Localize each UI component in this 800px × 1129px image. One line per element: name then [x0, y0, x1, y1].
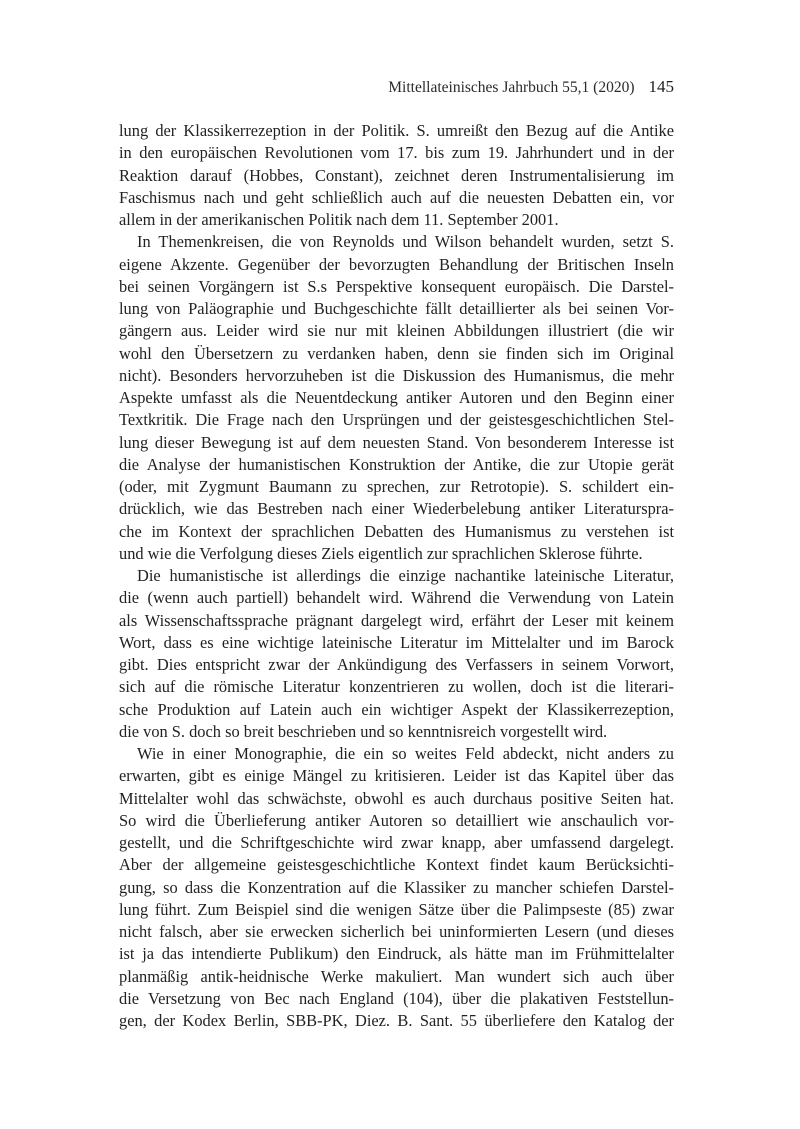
text-line: die Analyse der humanistischen Konstruktion der Antike, die zur Utopie gerät [119, 454, 674, 474]
paragraph-1 [119, 120, 674, 231]
text-line: Textkritik. Die Frage nach den Ursprüngen und der geistesgeschichtlichen Stel- [119, 410, 674, 430]
text-line: die (wenn auch partiell) behandelt wird. Während die Verwendung von Latein [119, 588, 674, 608]
text-line: die von S. doch so breit beschrieben und so kenntnisreich vorgestellt wird. [119, 721, 608, 741]
text-line: nicht falsch, aber sie erwecken sicherlich bei uninformierten Lesern (und dieses [119, 922, 674, 941]
text-line: planmäßig antik-heidnische Werke makuliert. Man wundert sich auch über [119, 966, 674, 986]
text-line: lung dieser Bewegung ist auf dem neuesten Stand. Von besonderem Interesse ist [119, 432, 674, 452]
text-line: lung von Paläographie und Buchgeschichte fällt detaillierter als bei seinen Vor- [119, 299, 674, 318]
running-head [300, 76, 674, 99]
text-line: So wird die Überlieferung antiker Autoren so detailliert wie anschaulich vor- [119, 810, 674, 830]
text-line: ist ja das intendierte Publikum) den Eindruck, als hätte man im Frühmittelalter [119, 944, 674, 964]
text-line: Wie in einer Monographie, die ein so weites Feld abdeckt, nicht anders zu [137, 744, 674, 763]
text-line: gen, der Kodex Berlin, SBB-PK, Diez. B. Sant. 55 überliefere den Katalog der [119, 1011, 674, 1030]
text-line: lung führt. Zum Beispiel sind die wenigen Sätze über die Palimpseste (85) zwar [119, 899, 674, 919]
paragraph-3 [119, 565, 674, 743]
paragraph-2 [119, 231, 674, 565]
text-line: Faschismus nach und geht schließlich auch auf die neuesten Debatten ein, vor [119, 187, 674, 207]
text-line: eigene Akzente. Gegenüber der bevorzugten Behandlung der Britischen Inseln [119, 254, 674, 274]
text-line: sche Produktion auf Latein auch ein wichtiger Aspekt der Klassikerrezeption, [119, 699, 674, 719]
text-line: lung der Klassikerrezeption in der Politik. S. umreißt den Bezug auf die Antike [119, 121, 674, 140]
text-line: gung, so dass die Konzentration auf die Klassiker zu mancher schiefen Darstel- [119, 877, 674, 897]
text-line: wohl den Übersetzern zu verdanken haben, denn sie finden sich im Original [119, 343, 674, 363]
text-line: allem in der amerikanischen Politik nach dem 11. September 2001. [119, 210, 559, 229]
text-line: che im Kontext der sprachlichen Debatten des Humanismus zu verstehen ist [119, 521, 674, 541]
text-line: Reaktion darauf (Hobbes, Constant), zeichnet deren Instrumentalisierung im [119, 165, 674, 185]
text-line: drücklich, wie das Bestreben nach einer Wiederbelebung antiker Literaturspra- [119, 499, 674, 519]
text-line: nicht). Besonders hervorzuheben ist die Diskussion des Humanismus, die mehr [119, 365, 674, 385]
text-line: gestellt, und die Schriftgeschichte wird zwar knapp, aber umfassend dargelegt. [119, 833, 674, 852]
page-number: 145 [648, 77, 674, 96]
text-line: gängern aus. Leider wird sie nur mit kleinen Abbildungen illustriert (die wir [119, 321, 674, 341]
text-line: (oder, mit Zygmunt Baumann zu sprechen, zur Retrotopie). S. schildert ein- [119, 477, 674, 496]
text-line: als Wissenschaftssprache prägnant dargelegt wird, erfährt der Leser mit keinem [119, 610, 674, 630]
text-line: In Themenkreisen, die von Reynolds und Wilson behandelt wurden, setzt S. [137, 232, 674, 252]
text-line: Mittelalter wohl das schwächste, obwohl es auch durchaus positive Seiten hat. [119, 788, 674, 808]
text-line: Aber der allgemeine geistesgeschichtliche Kontext findet kaum Berücksichti- [119, 855, 674, 875]
body-text [119, 120, 674, 1032]
text-line: erwarten, gibt es einige Mängel zu kritisieren. Leider ist das Kapitel über das [119, 766, 674, 786]
text-line: in den europäischen Revolutionen vom 17. bis zum 19. Jahrhundert und in der [119, 143, 674, 163]
text-line: Aspekte umfasst als die Neuentdeckung antiker Autoren und den Beginn einer [119, 388, 674, 407]
journal-title: Mittellateinisches Jahrbuch 55,1 (2020) [388, 79, 635, 96]
text-line: gibt. Dies entspricht zwar der Ankündigung des Verfassers in seinem Vorwort, [119, 655, 674, 674]
text-line: und wie die Verfolgung dieses Ziels eigentlich zur sprachlichen Sklerose führte. [119, 543, 643, 563]
text-line: Die humanistische ist allerdings die einzige nachantike lateinische Literatur, [137, 566, 674, 585]
text-line: bei seinen Vorgängern ist S.s Perspektive konsequent europäisch. Die Darstel- [119, 276, 674, 296]
text-line: sich auf die römische Literatur konzentrieren zu wollen, doch ist die literari- [119, 677, 674, 697]
text-line: die Versetzung von Bec nach England (104), über die plakativen Feststellun- [119, 988, 674, 1008]
paragraph-4 [119, 743, 674, 1032]
text-line: Wort, dass es eine wichtige lateinische Literatur im Mittelalter und im Barock [119, 632, 674, 652]
